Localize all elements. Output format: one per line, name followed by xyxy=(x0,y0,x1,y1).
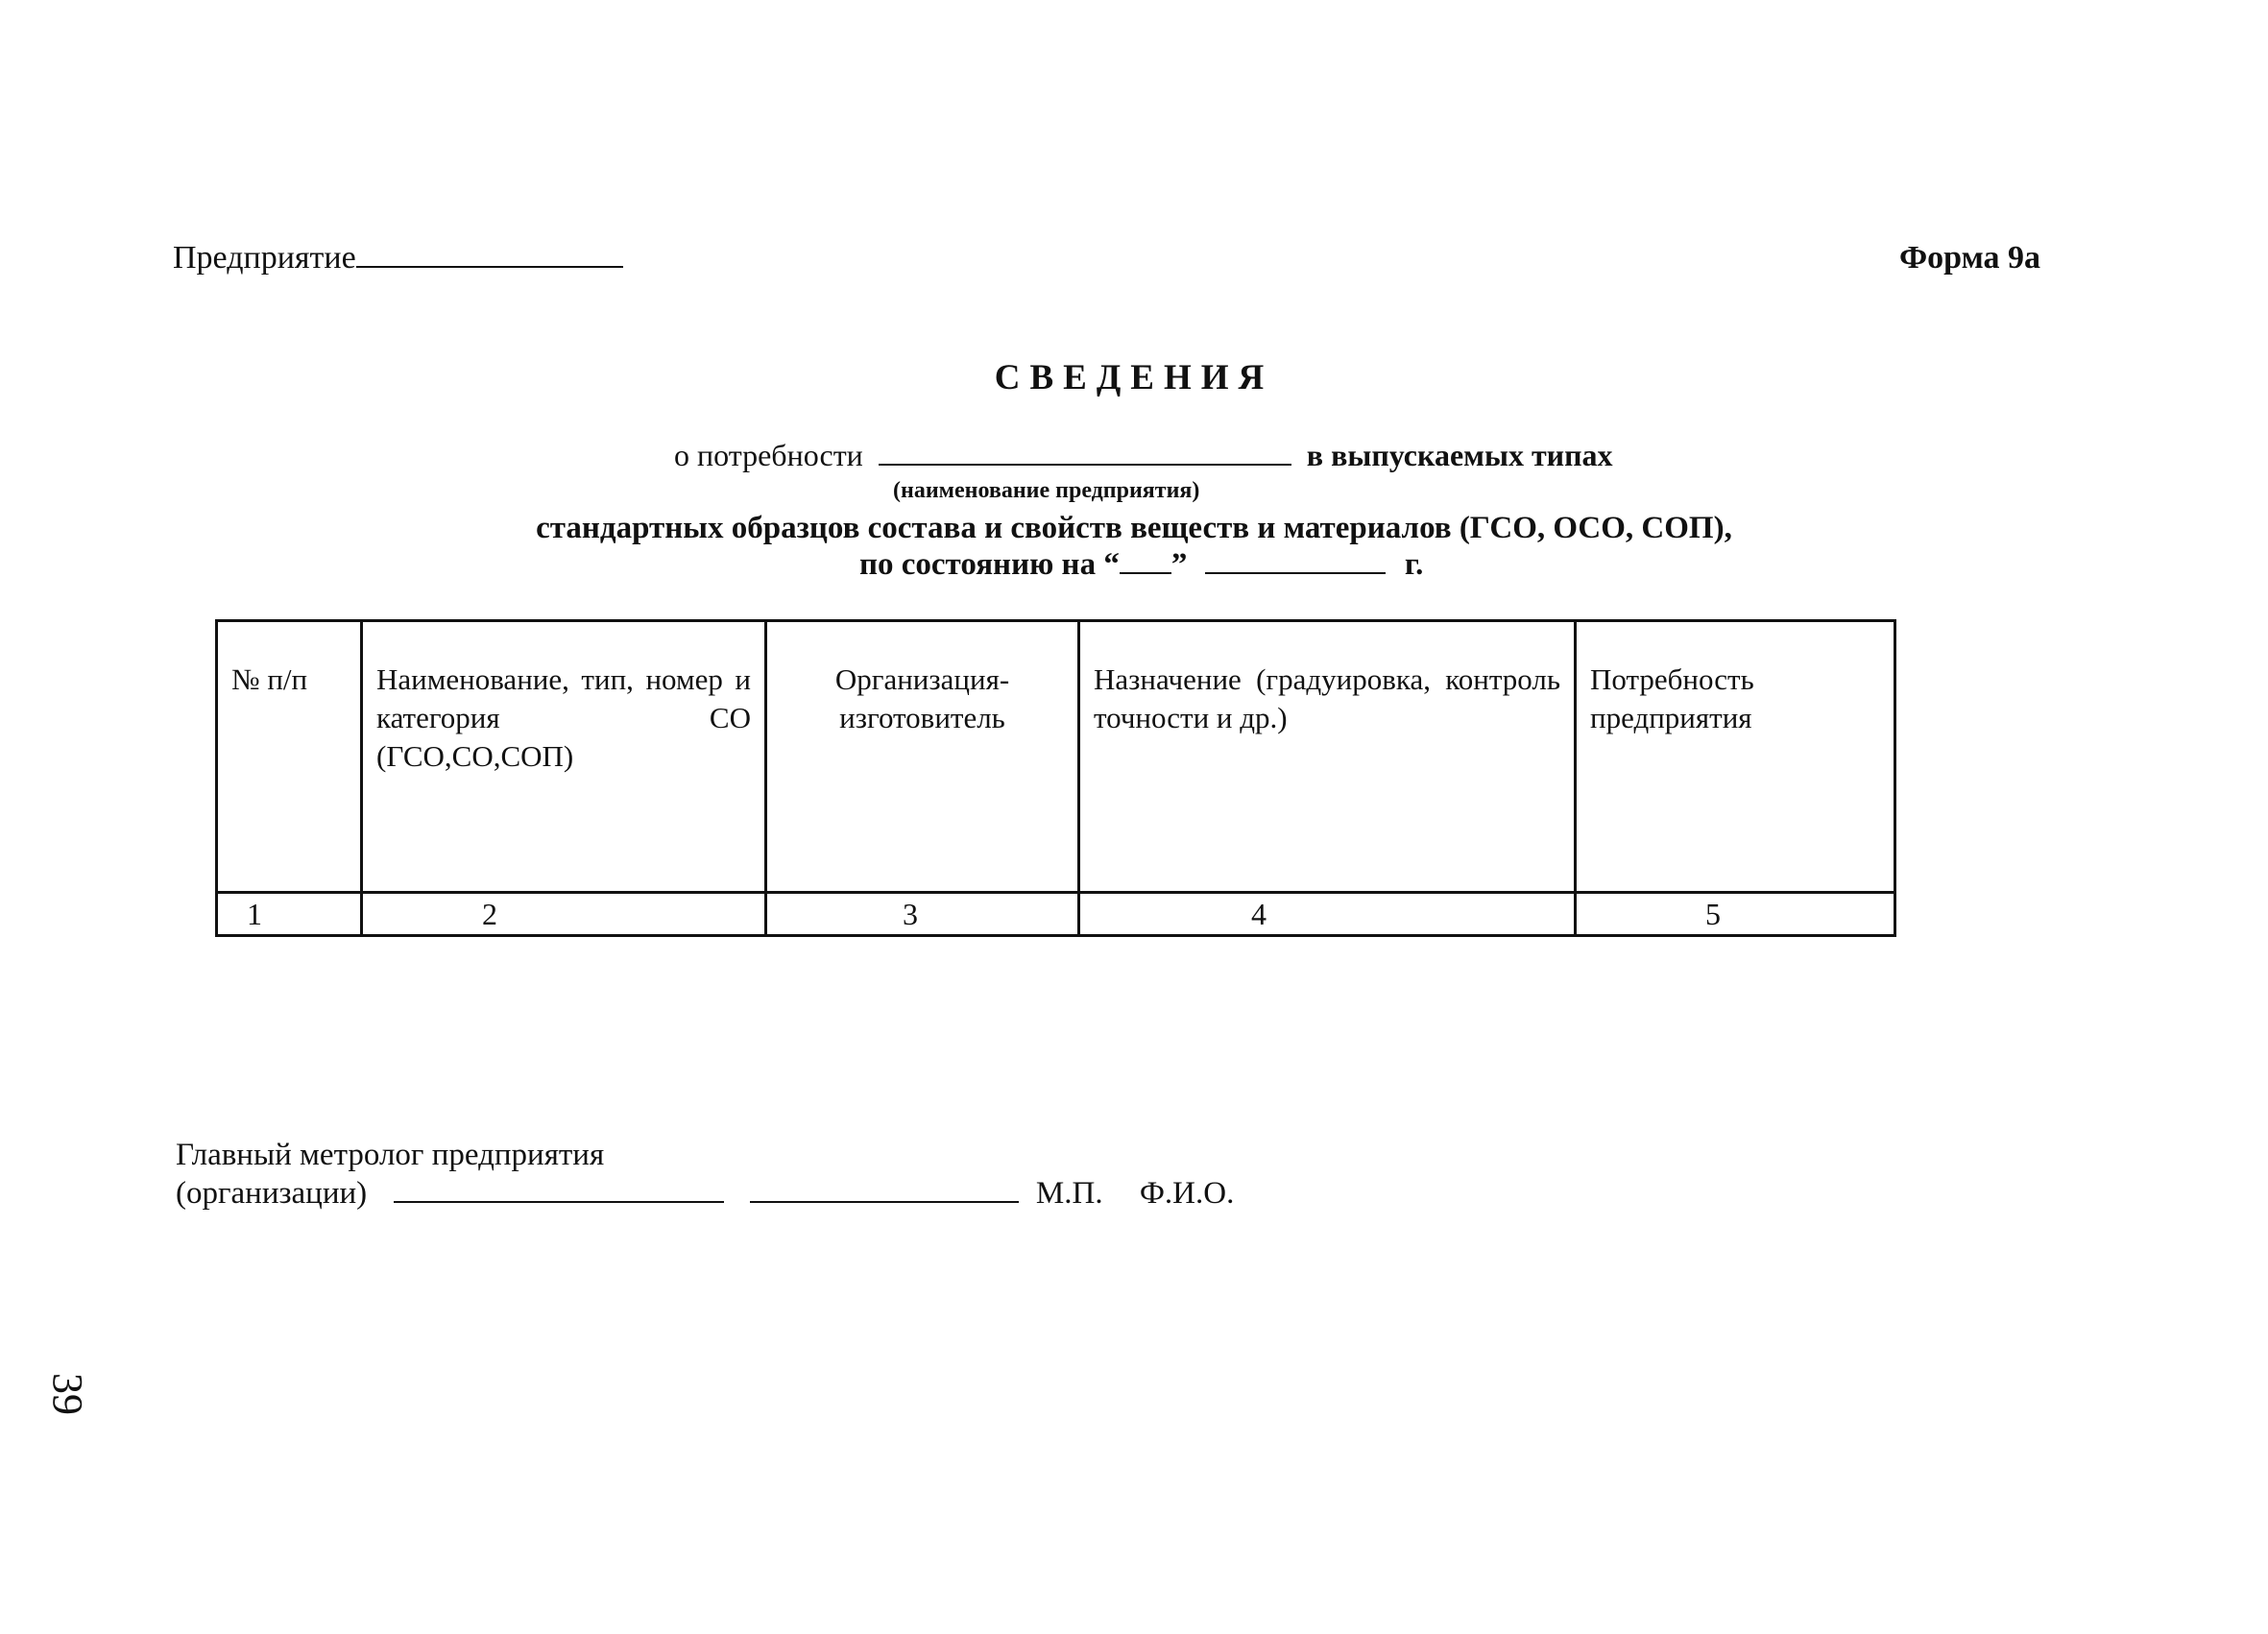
header-cell-number: № п/п xyxy=(217,621,362,893)
header-cell-purpose: Назначение (градуировка, контроль точности и др.) xyxy=(1079,621,1576,893)
signature-title: Главный метролог предприятия xyxy=(176,1138,605,1172)
column-number-3: 3 xyxy=(766,893,1079,936)
signature-line xyxy=(176,1176,1234,1212)
enterprise-name-blank xyxy=(879,463,1291,466)
column-number-1: 1 xyxy=(217,893,362,936)
column-number-5: 5 xyxy=(1576,893,1895,936)
intro-line-1-prefix: о потребности xyxy=(674,438,863,472)
document-title: СВЕДЕНИЯ xyxy=(994,358,1274,397)
intro-line-1-suffix: в выпускаемых типах xyxy=(1306,438,1613,472)
year-suffix: г. xyxy=(1404,547,1424,582)
needs-table xyxy=(215,619,1896,937)
enterprise-label: Предприятие xyxy=(173,240,356,276)
table-number-row xyxy=(217,893,1895,936)
header-cell-manufacturer: Организация-изготовитель xyxy=(766,621,1079,893)
intro-line-2: стандартных образцов состава и свойств веществ и материалов (ГСО, ОСО, СОП), xyxy=(536,511,1732,545)
header-cell-need: Потребность предприятия xyxy=(1576,621,1895,893)
column-number-4: 4 xyxy=(1079,893,1576,936)
form-number: Форма 9а xyxy=(1898,240,2040,276)
date-quote-close: ” xyxy=(1170,547,1188,582)
header-cell-name: Наименование, тип, номер и категория СО (ГСО,СО,СОП) xyxy=(362,621,766,893)
enterprise-field xyxy=(173,240,623,276)
fio-label: Ф.И.О. xyxy=(1139,1176,1235,1211)
name-blank xyxy=(750,1200,1019,1203)
day-blank xyxy=(1120,571,1171,574)
month-year-blank xyxy=(1205,571,1386,574)
page-number: 39 xyxy=(44,1373,91,1415)
intro-line-3 xyxy=(859,547,1423,583)
intro-line-1 xyxy=(674,438,1613,473)
enterprise-blank xyxy=(356,265,623,268)
signature-org-label: (организации) xyxy=(176,1176,368,1211)
enterprise-name-hint: (наименование предприятия) xyxy=(893,478,1200,503)
table-header-row xyxy=(217,621,1895,893)
stamp-label: М.П. xyxy=(1035,1176,1103,1211)
date-prefix: по состоянию на “ xyxy=(859,547,1120,582)
signature-blank xyxy=(394,1200,724,1203)
column-number-2: 2 xyxy=(362,893,766,936)
